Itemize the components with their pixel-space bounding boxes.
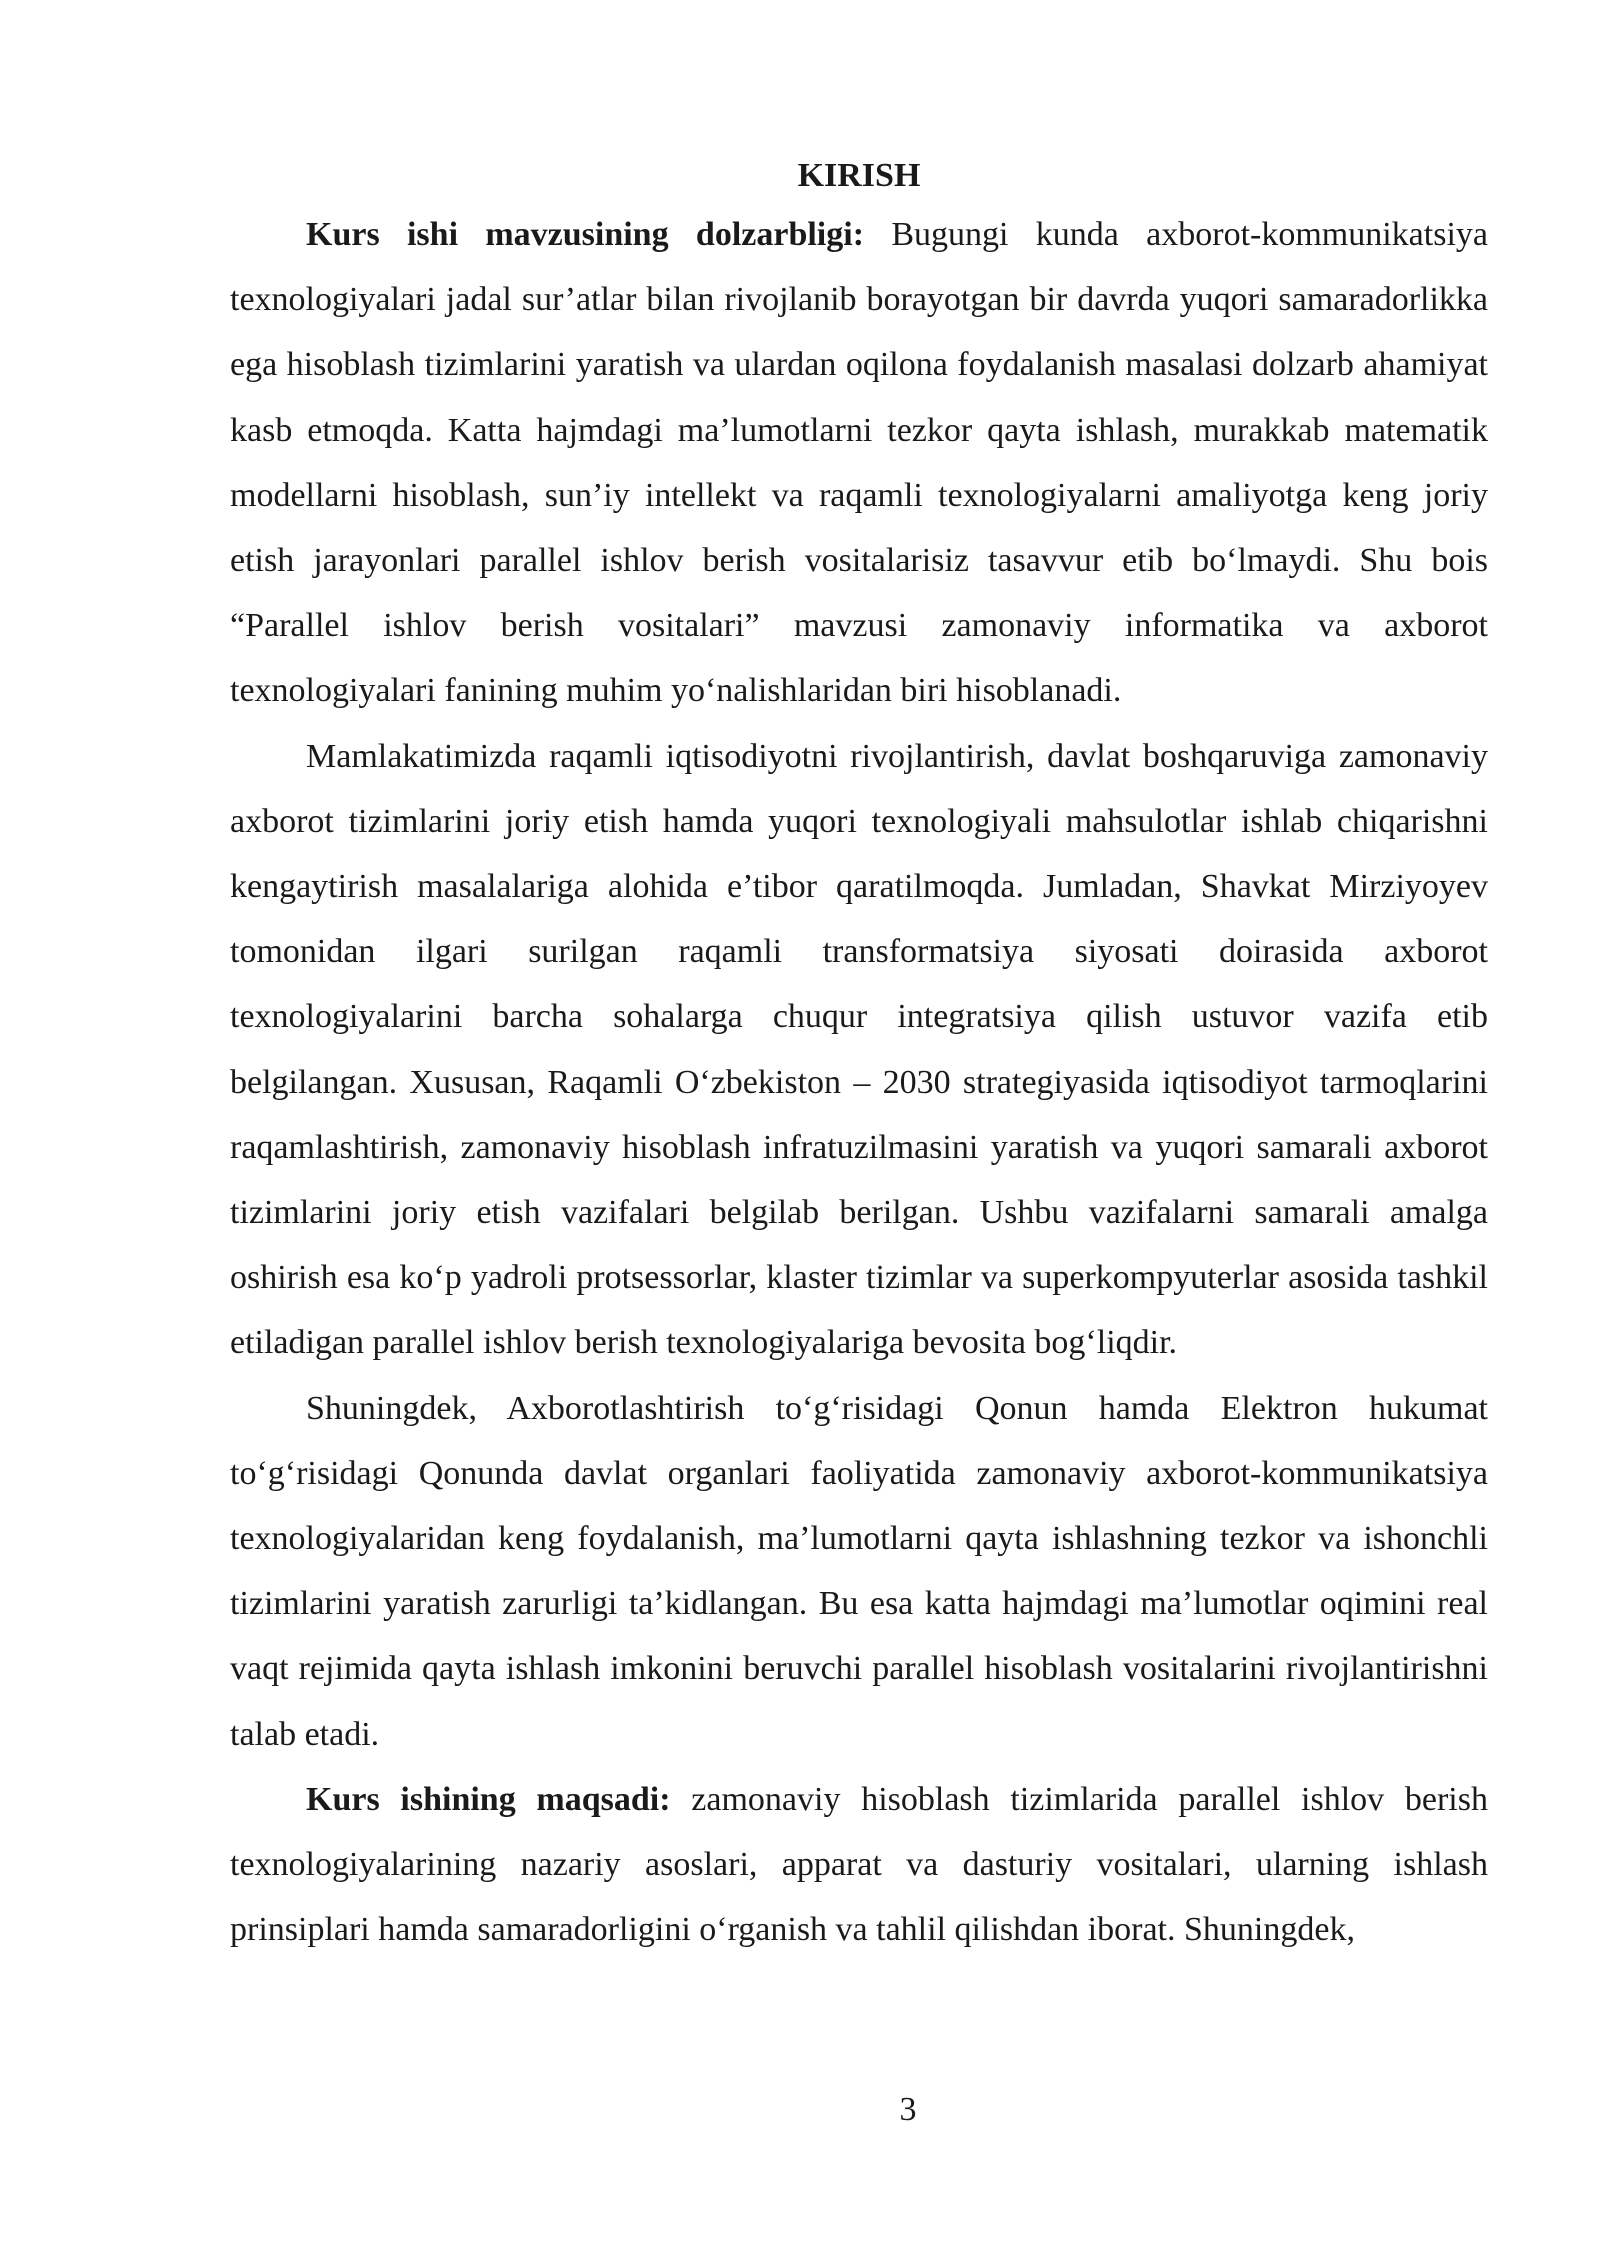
paragraph-relevance [230,202,1488,724]
paragraph-goal [230,1767,1488,1963]
paragraph-text: Mamlakatimizda raqamli iqtisodiyotni rivojlantirish, davlat boshqaruviga zamonaviy axborot tizimlarini joriy etish hamda yuqori texnologiyali mahsulotlar ishlab chiqarishni kengaytirish masalalariga alohida e’tibor qaratilmoqda. Jumladan, Shavkat Mirziyoyev tomonidan ilgari surilgan raqamli transformatsiya siyosati doirasida axborot texnologiyalarini barcha sohalarga chuqur integratsiya qilish ustuvor vazifa etib belgilangan. Xususan, Raqamli O‘zbekiston – 2030 strategiyasida iqtisodiyot tarmoqlarini raqamlashtirish, zamonaviy hisoblash infratuzilmasini yaratish va yuqori samarali axborot tizimlarini joriy etish vazifalari belgilab berilgan. Ushbu vazifalarni samarali amalga oshirish esa ko‘p yadroli protsessorlar, klaster tizimlar va superkompyuterlar asosida tashkil etiladigan parallel ishlov berish texnologiyalariga bevosita bog‘liqdir. [230,737,1488,1362]
page-content [230,150,1488,1962]
paragraph-text: Bugungi kunda axborot-kommunikatsiya texnologiyalari jadal sur’atlar bilan rivojlanib borayotgan bir davrda yuqori samaradorlikka ega hisoblash tizimlarini yaratish va ulardan oqilona foydalanish masalasi dolzarb ahamiyat kasb etmoqda. Katta hajmdagi ma’lumotlarni tezkor qayta ishlash, murakkab matematik modellarni hisoblash, sun’iy intellekt va raqamli texnologiyalarni amaliyotga keng joriy etish jarayonlari parallel ishlov berish vositalarisiz tasavvur etib bo‘lmaydi. Shu bois “Parallel ishlov berish vositalari” mavzusi zamonaviy informatika va axborot texnologiyalari fanining muhim yo‘nalishlaridan biri hisoblanadi. [230,216,1488,710]
paragraph-lead: Kurs ishining maqsadi: [306,1780,671,1818]
paragraph-text: Shuningdek, Axborotlashtirish to‘g‘risidagi Qonun hamda Elektron hukumat to‘g‘risidagi Qonunda davlat organlari faoliyatida zamonaviy axborot-kommunikatsiya texnologiyalaridan keng foydalanish, ma’lumotlarni qayta ishlashning tezkor va ishonchli tizimlarini yaratish zarurligi ta’kidlangan. Bu esa katta hajmdagi ma’lumotlar oqimini real vaqt rejimida qayta ishlash imkonini beruvchi parallel hisoblash vositalarini rivojlantirishni talab etadi. [230,1389,1488,1753]
section-title: KIRISH [797,157,921,194]
paragraph-lead: Kurs ishi mavzusining dolzarbligi: [306,216,865,253]
paragraph-digital-economy [230,724,1488,1376]
page-number: 3 [899,2091,917,2128]
paragraph-text: zamonaviy hisoblash tizimlarida parallel ishlov berish texnologiyalarining nazariy asoslari, apparat va dasturiy vositalari, ularning ishlash prinsiplari hamda samaradorligini o‘rganish va tahlil qilishdan iborat. Shuningdek, [230,1780,1488,1949]
paragraph-laws [230,1376,1488,1767]
